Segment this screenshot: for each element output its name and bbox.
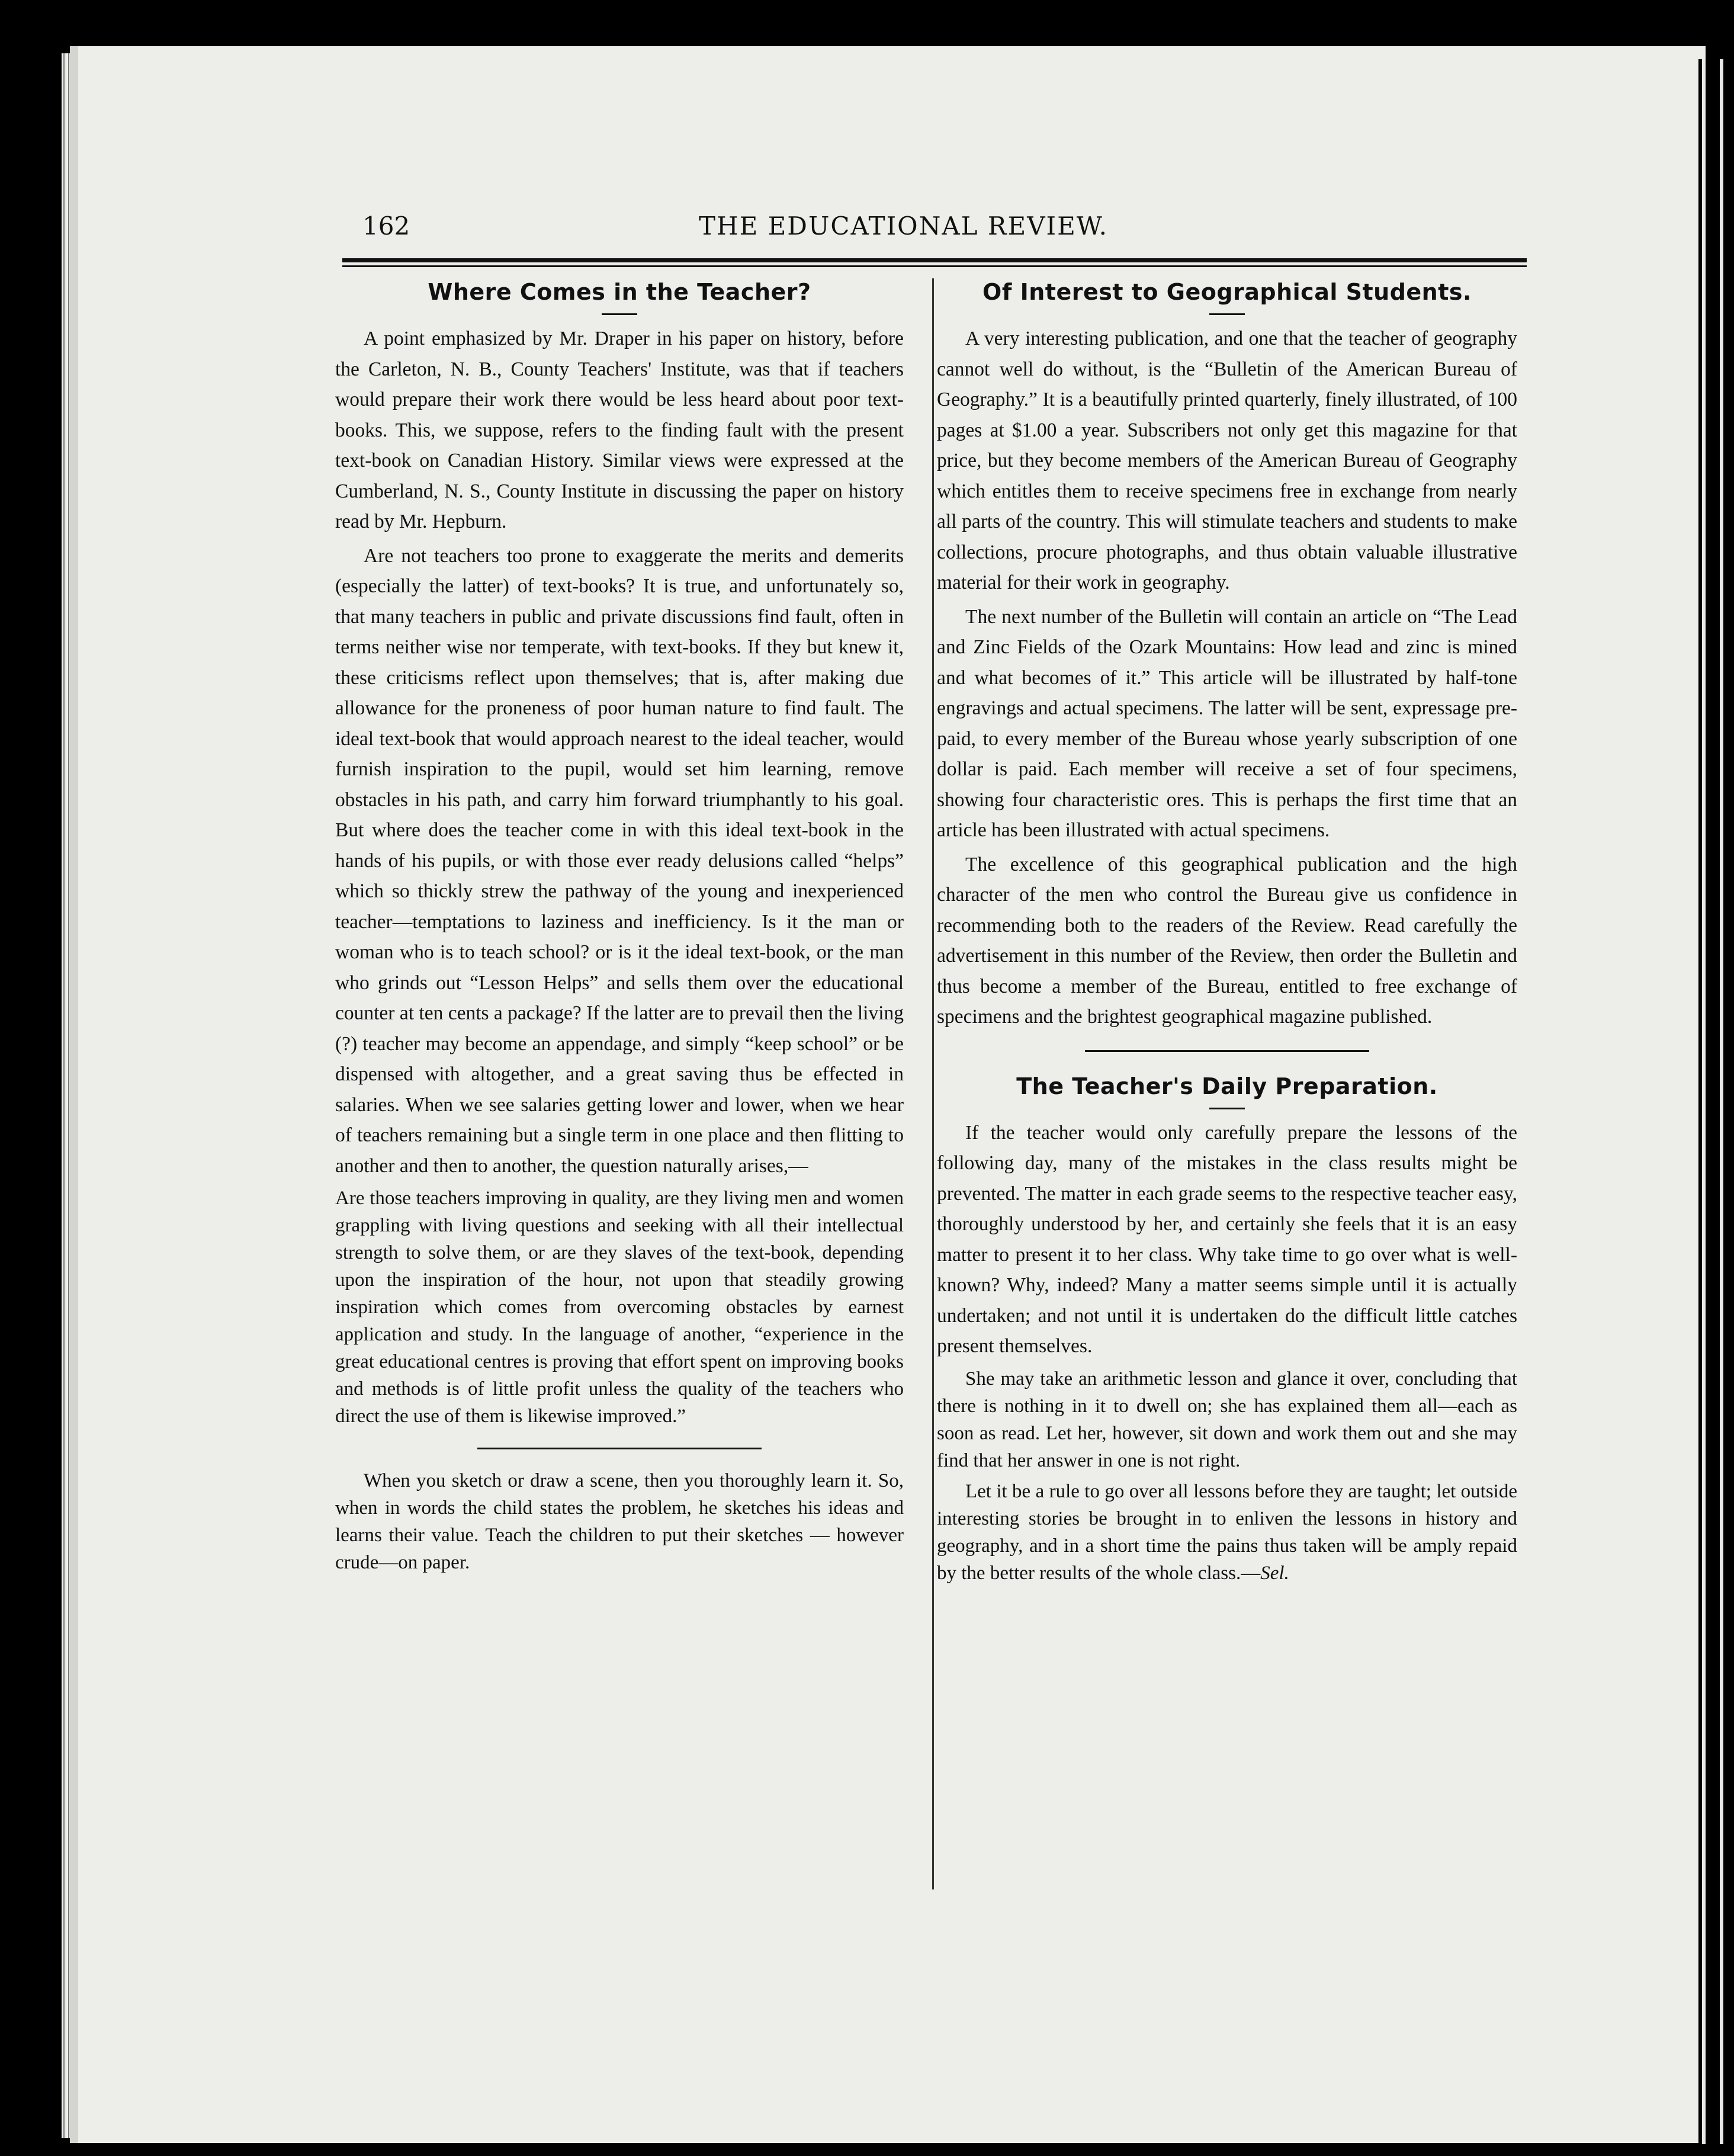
column-divider xyxy=(932,278,934,1889)
article-paragraph: A point emphasized by Mr. Draper in his paper on history, before the Carleton, N. B., County Teachers' Institute, was that if teachers would prepare their work there would be less heard about poor text-books. This, we suppose, refers to the finding fault with the present text-book on Canadian History. Similar views were expressed at the Cumberland, N. S., County Institute in discussing the paper on history read by Mr. Hepburn. xyxy=(335,328,904,532)
signature: Sel. xyxy=(1260,1562,1289,1584)
page-number: 162 xyxy=(362,211,410,240)
left-column xyxy=(335,275,904,1580)
closing-text: Let it be a rule to go over all lessons before they are taught; let outside interesting stories be brought in to enliven the lessons in history and geography, and in a short time the pains thus taken will be amply repaid by the better results of the whole class.— xyxy=(937,1480,1517,1584)
article-title-preparation: The Teacher's Daily Preparation. xyxy=(1016,1073,1438,1099)
article-paragraph: A very interesting publication, and one that the teacher of geography cannot well do without, is the “Bulletin of the American Bureau of Geography.” It is a beautifully printed quarterly, finely illustrated, of 100 pages at $1.00 a year. Subscribers not only get this magazine for that price, but they become members of the American Bureau of Geography which entitles them to receive specimens free in exchange from nearly all parts of the country. This will stimulate teachers and students to make collections, procure photographs, and thus obtain valuable illustrative material for their work in geography. xyxy=(937,328,1517,593)
page-header xyxy=(343,211,1540,247)
running-title: THE EDUCATIONAL REVIEW. xyxy=(699,211,1108,240)
header-rule-thin xyxy=(342,265,1527,267)
article-paragraph: The excellence of this geographical publication and the high character of the men who control the Bureau give us confidence in recommending both to the readers of the Review. Read carefully the advertisement in this number of the Review, then order the Bulletin and thus become a member of the Bureau, entitled to free exchange of specimens and the brightest geographical magazine published. xyxy=(937,853,1517,1028)
article-title-geography: Of Interest to Geographical Students. xyxy=(982,279,1472,305)
article-paragraph: If the teacher would only carefully prepare the lessons of the following day, many of the mistakes in the class results might be prevented. The matter in each grade seems to the respective teacher easy, thoroughly understood by her, and certainly she feels that it is an easy matter to present it to her class. Why take time to go over what is well-known? Why, indeed? Many a matter seems simple until it is actually undertaken; and not until it is undertaken do the difficult little catches present themselves. xyxy=(937,1121,1517,1357)
article-paragraph: Are not teachers too prone to exaggerate the merits and demerits (especially the latter) of text-books? It is true, and unfortunately so, that many teachers in public and private discussions find fault, often in terms neither wise nor temperate, with text-books. If they but knew it, these criticisms reflect upon themselves; that is, after making due allowance for the proneness of poor human nature to find fault. The ideal text-book that would approach nearest to the ideal teacher, would furnish inspiration to the pupil, would set him learning, remove obstacles in his path, and carry him forward triumphantly to his goal. But where does the teacher come in with this ideal text-book in the hands of his pupils, or with those ever ready delusions called “helps” which so thickly strew the pathway of the young and inexperienced teacher—temptations to laziness and inefficiency. Is it the man or woman who is to teach school? or is it the ideal text-book, or the man who grinds out “Lesson Helps” and sells them over the educational counter at ten cents a package? If the latter are to prevail then the living (?) teacher may become an appendage, and simply “keep school” or be dispensed with altogether, and a great saving thus be effected in salaries. When we see salaries getting lower and lower, when we hear of teachers remaining but a single term in one place and then flitting to another and then to another, the question naturally arises,— xyxy=(335,544,904,1177)
title-rule xyxy=(1209,1108,1245,1109)
article-paragraph: Are those teachers improving in quality, are they living men and women grappling with living questions and seeking with all their intellectual strength to solve them, or are they slaves of the text-book, depending upon the inspiration of the hour, not upon that steadily growing inspiration which comes from overcoming obstacles by earnest application and study. In the language of another, “experience in the great educational centres is proving that effort spent on improving books and methods is of little profit unless the quality of the teachers who direct the use of them is likewise improved.” xyxy=(335,1188,904,1427)
title-rule xyxy=(602,313,637,315)
right-column xyxy=(937,275,1517,1590)
section-separator xyxy=(477,1448,762,1449)
article-paragraph: She may take an arithmetic lesson and glance it over, concluding that there is nothing in it to dwell on; she has explained them all—each as soon as read. Let her, however, sit down and work them out and she may find that her answer in one is not right. xyxy=(937,1368,1517,1471)
section-separator xyxy=(1085,1050,1369,1052)
article-title-teacher: Where Comes in the Teacher? xyxy=(428,279,811,305)
header-rule-thick xyxy=(342,258,1527,262)
note-paragraph: When you sketch or draw a scene, then you thoroughly learn it. So, when in words the child states the problem, he sketches his ideas and learns their value. Teach the children to put their sketches — however crude—on paper. xyxy=(335,1470,904,1573)
facing-page-edge xyxy=(1698,59,1734,2144)
article-paragraph xyxy=(937,1478,1517,1587)
title-rule xyxy=(1209,313,1245,315)
article-paragraph: The next number of the Bulletin will contain an article on “The Lead and Zinc Fields of the Ozark Mountains: How lead and zinc is mined and what becomes of it.” This article will be illustrated by half-tone engravings and actual specimens. The latter will be sent, expressage pre-paid, to every member of the Bureau whose yearly subscription of one dollar is paid. Each member will receive a set of four specimens, showing four characteristic ores. This is perhaps the first time that an article has been illustrated with actual specimens. xyxy=(937,605,1517,841)
